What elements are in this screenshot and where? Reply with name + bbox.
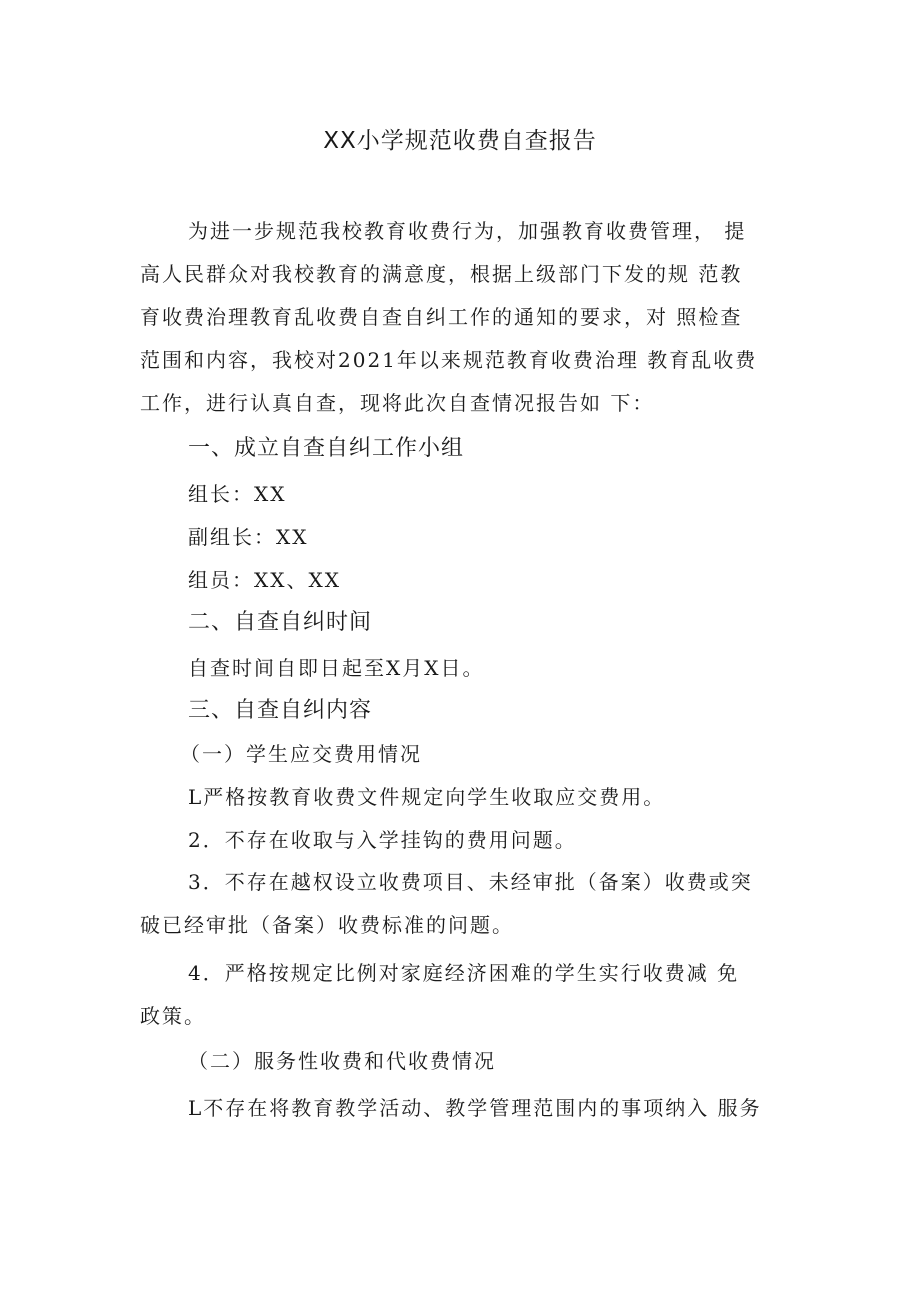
item-4-line: 政策。 (140, 1004, 206, 1028)
item-5: L不存在将教育教学活动、教学管理范围内的事项纳入 服务 (188, 1096, 762, 1120)
intro-line: 高人民群众对我校教育的满意度，根据上级部门下发的规 范教 (140, 262, 743, 286)
intro-line: 工作，进行认真自查，现将此次自查情况报告如 下： (140, 391, 655, 415)
item-3 (140, 861, 780, 947)
document-title: XX小学规范收费自查报告 (323, 128, 597, 154)
intro-paragraph (140, 210, 780, 425)
section2-text: 自查时间自即日起至X月X日。 (188, 656, 485, 680)
item-3-line: 3．不存在越权设立收费项目、未经审批（备案）收费或突 (188, 870, 753, 894)
item-4 (140, 952, 780, 1038)
intro-line: 范围和内容，我校对2021年以来规范教育收费治理 教育乱收费 (140, 348, 758, 372)
intro-line: 育收费治理教育乱收费自查自纠工作的通知的要求，对 照检查 (140, 305, 743, 329)
intro-line: 为进一步规范我校教育收费行为，加强教育收费管理， 提 (188, 219, 747, 243)
group-members: 组员：XX、XX (188, 568, 341, 592)
subsection1-heading: （一）学生应交费用情况 (180, 742, 422, 766)
group-leader: 组长：XX (188, 482, 287, 506)
subsection2-heading: （二）服务性收费和代收费情况 (188, 1049, 496, 1073)
item-3-line: 破已经审批（备案）收费标准的问题。 (140, 913, 514, 937)
item-2: 2．不存在收取与入学挂钩的费用问题。 (188, 828, 577, 852)
section1-heading: 一、成立自查自纠工作小组 (188, 436, 465, 461)
item-4-line: 4．严格按规定比例对家庭经济困难的学生实行收费减 免 (188, 961, 740, 985)
item-1: L严格按教育收费文件规定向学生收取应交费用。 (188, 785, 666, 809)
group-deputy: 副组长：XX (188, 525, 309, 549)
section2-heading: 二、自查自纠时间 (188, 610, 373, 635)
section3-heading: 三、自查自纠内容 (188, 698, 373, 723)
